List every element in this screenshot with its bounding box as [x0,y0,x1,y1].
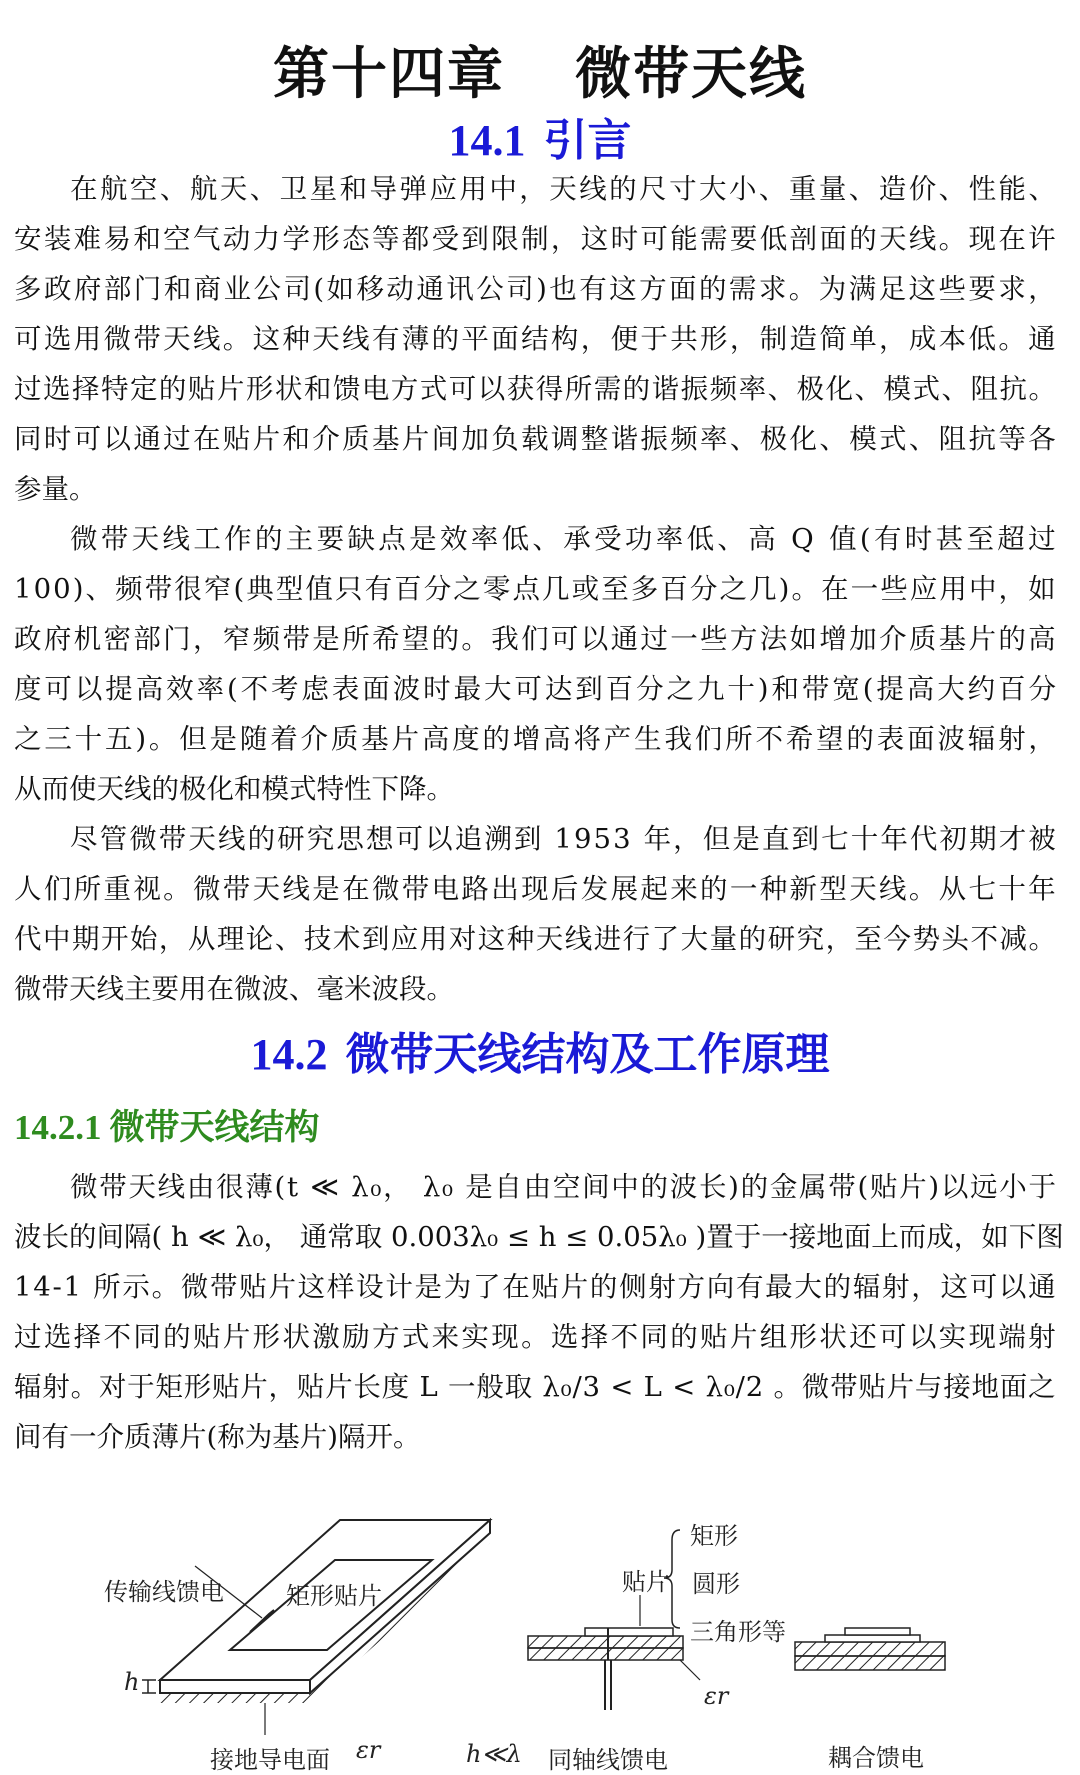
label-h-ll-lambda: h≪λ [466,1740,522,1768]
subsection-name: 微带天线结构 [109,1108,320,1148]
text-line: 间有一介质薄片(称为基片)隔开。 [14,1421,421,1453]
text-line: 辐 射 。 对 于 矩 形 贴 片 ， 贴 片 长 度 L 一 般 取 λ ₀ / 3 < L < λ ₀ / 2 。 微 带 贴 片 与 接 地 面 之 [14,1371,1056,1403]
text-line: 同 时 可 以 通 过 在 贴 片 和 介 质 基 片 间 加 负 载 调 整 谐 振 频 率 、 极 化 、 模 式 、 阻 抗 等 各 [14,423,1056,455]
substrate-front [160,1680,310,1693]
section-name: 引言 [543,115,632,166]
subsection-title [14,1100,320,1150]
text-line: 政 府 机 密 部 门 ， 窄 频 带 是 所 希 望 的 。 我 们 可 以 通 过 一 些 方 法 如 增 加 介 质 基 片 的 高 [14,623,1056,655]
text-line: 度 可 以 提 高 效 率 ( 不 考 虑 表 面 波 时 最 大 可 达 到 百 分 之 九 十 ) 和 带 宽 ( 提 高 大 约 百 分 [14,673,1056,705]
text-line: 过 选 择 不 同 的 贴 片 形 状 激 励 方 式 来 实 现 。 选 择 不 同 的 贴 片 组 形 状 还 可 以 实 现 端 射 [14,1321,1056,1353]
subsection-number: 14.2.1 [14,1108,102,1147]
section-number: 14.1 [448,116,526,165]
label-rect-patch: 矩形贴片 [286,1582,382,1610]
coupled-feed-diagram [795,1628,945,1670]
label-patch: 贴片 [622,1568,670,1596]
text-line: 安 装 难 易 和 空 气 动 力 学 形 态 等 都 受 到 限 制 ， 这 时 可 能 需 要 低 剖 面 的 天 线 。 现 在 许 [14,223,1056,255]
label-coupled-feed: 耦合馈电 [828,1744,924,1772]
chapter-name: 微带天线 [575,42,807,107]
intro-paragraph-3 [14,814,1056,1014]
section-title-intro [0,104,1080,168]
chapter-title [0,30,1080,110]
text-line: 参量。 [14,473,97,505]
coax-feed-diagram [528,1530,700,1710]
label-shape-rect: 矩形 [690,1522,738,1550]
text-line: 1 0 0 ) 、 频 带 很 窄 ( 典 型 值 只 有 百 分 之 零 点 几 或 至 多 百 分 之 几 ) 。 在 一 些 应 用 中 ， 如 [14,573,1056,605]
structure-paragraph [14,1162,1064,1462]
intro-paragraph-2 [14,514,1056,814]
rect-patch-diagram [142,1520,490,1735]
text-line: 微带天线主要用在微波、毫米波段。 [14,973,454,1005]
ground-plane-front [160,1693,310,1703]
text-line: 过 选 择 特 定 的 贴 片 形 状 和 馈 电 方 式 可 以 获 得 所 需 的 谐 振 频 率 、 极 化 、 模 式 、 阻 抗 。 [14,373,1056,405]
label-shape-tri: 三角形等 [690,1618,786,1646]
section-number: 14.2 [250,1030,328,1079]
text-line: 在 航 空 、 航 天 、 卫 星 和 导 弹 应 用 中 ， 天 线 的 尺 寸 大 小 、 重 量 、 造 价 、 性 能 、 [70,173,1056,205]
section-name: 微带天线结构及工作原理 [345,1029,830,1080]
figure-14-1 [0,1510,1080,1774]
text-line: 之 三 十 五 ) 。 但 是 随 着 介 质 基 片 高 度 的 增 高 将 产 生 我 们 所 不 希 望 的 表 面 波 辐 射 ， [14,723,1056,755]
text-line: 1 4 - 1 所 示 。 微 带 贴 片 这 样 设 计 是 为 了 在 贴 片 的 侧 射 方 向 有 最 大 的 辐 射 ， 这 可 以 通 [14,1271,1056,1303]
intro-paragraph-1 [14,164,1056,514]
section-title-structure [0,1018,1080,1082]
text-line: 多 政 府 部 门 和 商 业 公 司 ( 如 移 动 通 讯 公 司 ) 也 有 这 方 面 的 需 求 。 为 满 足 这 些 要 求 ， [14,273,1056,305]
label-shape-circle: 圆形 [692,1570,740,1598]
text-line: 代 中 期 开 始 ， 从 理 论 、 技 术 到 应 用 对 这 种 天 线 进 行 了 大 量 的 研 究 ， 至 今 势 头 不 减 。 [14,923,1056,955]
text-line: 尽 管 微 带 天 线 的 研 究 思 想 可 以 追 溯 到 1 9 5 3 年 ， 但 是 直 到 七 十 年 代 初 期 才 被 [70,823,1056,855]
microstrip-antenna-figure [0,1510,1080,1767]
label-eps-mid: εr [704,1682,729,1710]
label-feed-line: 传输线馈电 [104,1578,224,1606]
label-eps-left: εr [356,1736,381,1764]
text-line: 可 选 用 微 带 天 线 。 这 种 天 线 有 薄 的 平 面 结 构 ， 便 于 共 形 ， 制 造 简 单 ， 成 本 低 。 通 [14,323,1056,355]
text-line: 微 带 天 线 由 很 薄 ( t ≪ λ ₀ ， λ ₀ 是 自 由 空 间 中 的 波 长 ) 的 金 属 带 ( 贴 片 ) 以 远 小 于 [70,1171,1056,1203]
label-h: h [124,1668,140,1696]
text-line: 波 长 的 间 隔 ( h ≪ λ ₀ ， 通 常 取 0 . 0 0 3 λ ₀ ≤ h ≤ 0 . 0 5 λ ₀ ) 置 于 一 接 地 面 上 而 成 ， 如 下 图 [14,1221,1064,1253]
label-ground: 接地导电面 [210,1746,330,1774]
text-line: 从而使天线的极化和模式特性下降。 [14,773,454,805]
text-line: 人 们 所 重 视 。 微 带 天 线 是 在 微 带 电 路 出 现 后 发 展 起 来 的 一 种 新 型 天 线 。 从 七 十 年 [14,873,1056,905]
chapter-number: 第十四章 [273,42,505,107]
text-line: 微 带 天 线 工 作 的 主 要 缺 点 是 效 率 低 、 承 受 功 率 低 、 高 Q 值 ( 有 时 甚 至 超 过 [70,523,1056,555]
label-coax-feed: 同轴线馈电 [548,1746,668,1774]
